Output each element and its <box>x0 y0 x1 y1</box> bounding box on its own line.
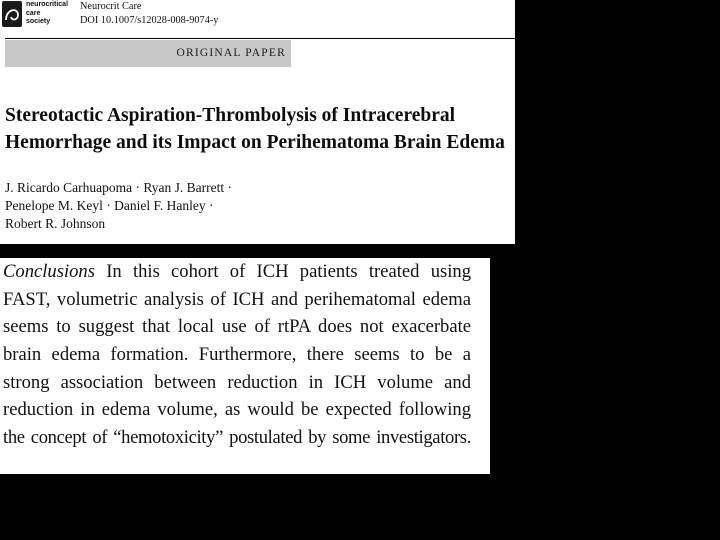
excerpt-line: seems to suggest that local use of rtPA does not exacerbate <box>3 316 471 338</box>
author-list <box>5 179 232 233</box>
conclusions-text <box>3 258 471 452</box>
excerpt-line: strong association between reduction in ICH volume and <box>3 371 471 393</box>
excerpt-line: reduction in edema volume, as would be expected following <box>3 399 471 421</box>
paper-header-card <box>0 0 515 244</box>
society-logo-text <box>26 1 68 27</box>
section-label: ORIGINAL PAPER <box>176 47 286 59</box>
excerpt-line-text: In this cohort of ICH patients treated using <box>106 261 471 282</box>
doi-text: DOI 10.1007/s12028-008-9074-y <box>80 15 219 26</box>
journal-name: Neurocrit Care <box>80 1 142 12</box>
section-banner <box>5 40 291 67</box>
excerpt-line: the concept of “hemotoxicity” postulated by some investigators. <box>3 427 471 449</box>
logo-line: care <box>26 9 41 17</box>
title-line: Hemorrhage and its Impact on Perihematoma Brain Edema <box>5 132 505 153</box>
conclusions-excerpt-card <box>0 258 490 474</box>
conclusions-heading: Conclusions <box>3 261 95 282</box>
author-line: Robert R. Johnson <box>5 216 106 231</box>
title-line: Stereotactic Aspiration-Thrombolysis of Intracerebral <box>5 105 456 126</box>
excerpt-line: FAST, volumetric analysis of ICH and perihematomal edema <box>3 288 471 310</box>
header-divider <box>5 38 515 39</box>
author-line: Penelope M. Keyl · Daniel F. Hanley · <box>5 198 214 213</box>
excerpt-line: brain edema formation. Furthermore, there seems to be a <box>3 344 471 366</box>
paper-title <box>5 102 505 156</box>
excerpt-line <box>3 258 471 286</box>
logo-line: neurocritical <box>26 1 69 8</box>
society-logo-icon <box>2 1 22 27</box>
logo-line: society <box>26 18 51 25</box>
author-line: J. Ricardo Carhuapoma · Ryan J. Barrett · <box>5 180 233 195</box>
